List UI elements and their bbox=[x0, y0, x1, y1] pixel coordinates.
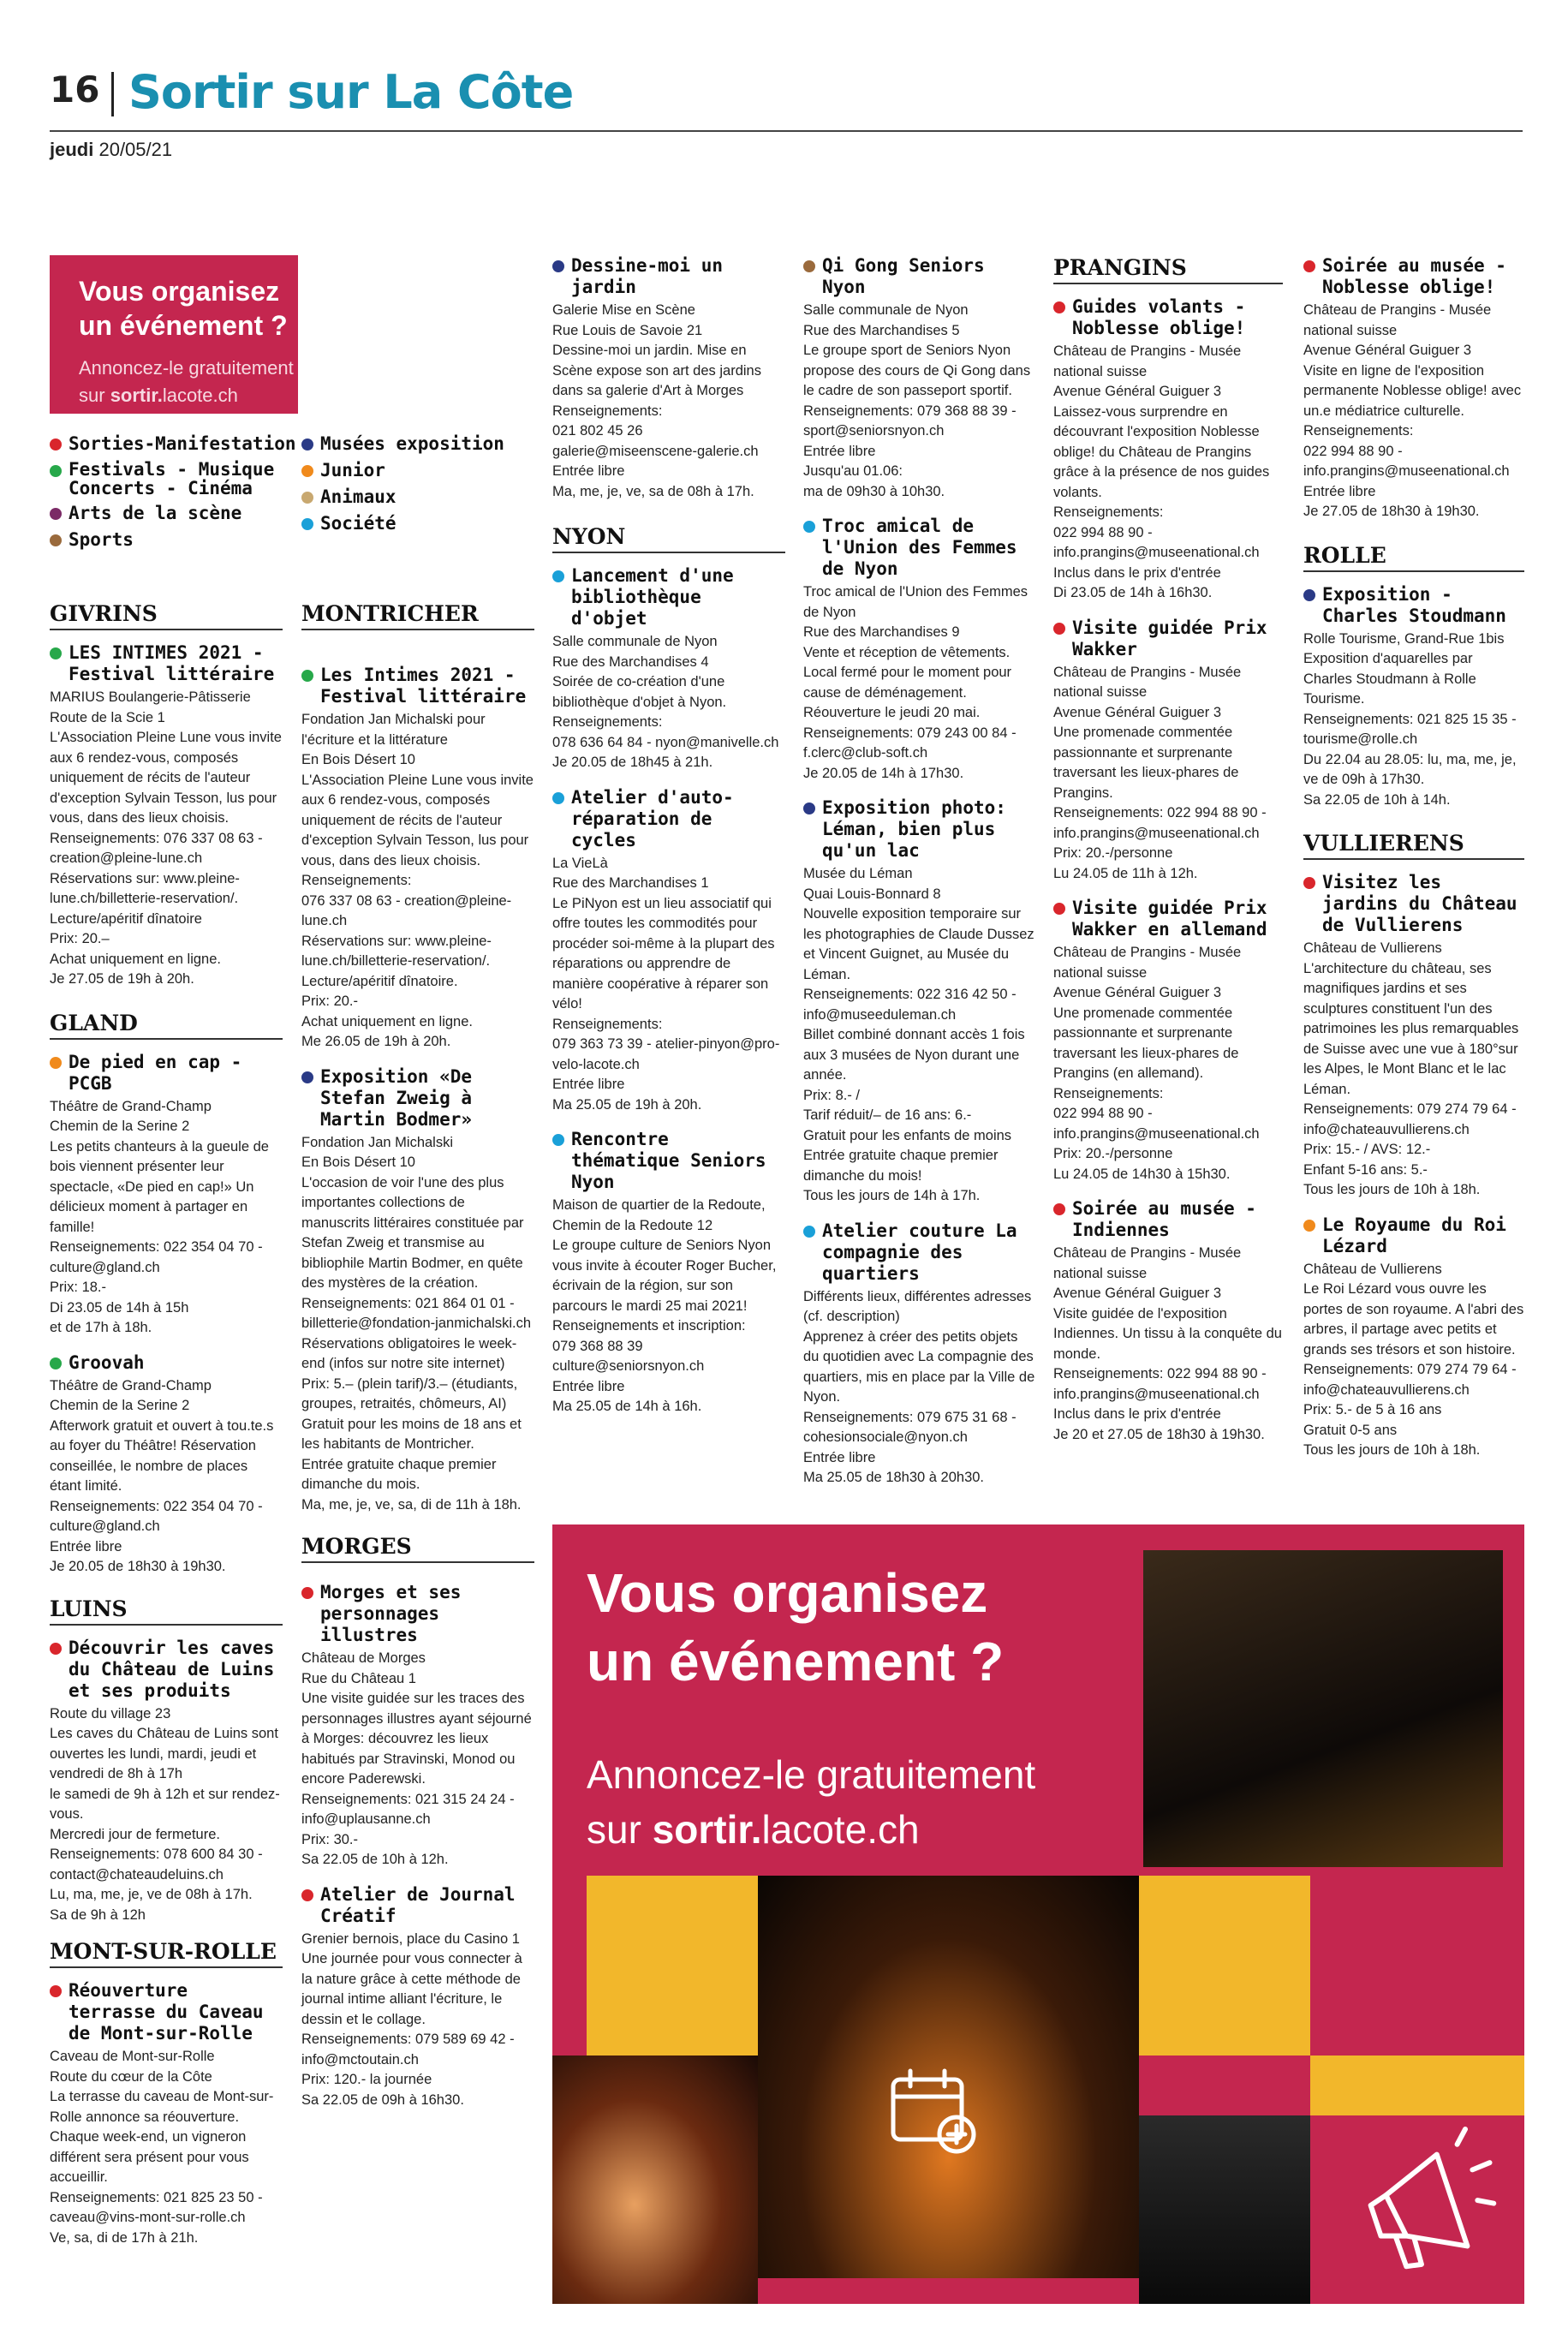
small-ad-line2: un événement ? bbox=[79, 310, 288, 341]
event-body: Château de Prangins - Musée national suisse Avenue Général Guiguer 3 Visite en ligne de l'exposition permanente Noblesse oblige! avec un.e médiatrice culturelle. Renseignements: 022 994 88 90 - info.prangins@museenational.ch Entrée libre Je 27.05 de 18h30 à 19h30. bbox=[1303, 302, 1522, 519]
event-title: Découvrir les caves du Château de Luins et ses produits bbox=[69, 1637, 275, 1701]
event bbox=[1303, 255, 1524, 522]
orange-dot-icon bbox=[301, 465, 313, 477]
event-title: De pied en cap - PCGB bbox=[69, 1051, 242, 1094]
event-body: Troc amical de l'Union des Femmes de Nyon Rue des Marchandises 9 Vente et réception de vêtements. Local fermé pour le moment pour cause de déménagement. Réouverture le jeudi 20 mai. Renseignements: 079 243 00 84 - f.clerc@club-soft.ch Je 20.05 de 14h à 17h30. bbox=[803, 584, 1028, 781]
event bbox=[552, 787, 785, 1116]
orchestra-photo bbox=[1139, 2115, 1310, 2304]
event bbox=[301, 1066, 534, 1516]
event-body: Route du village 23 Les caves du Château de Luins sont ouvertes les lundi, mardi, jeudi et vendredi de 8h à 17h le samedi de 9h à 12h et sur rendez-vous. Mercredi jour de fermeture. Renseignements: 078 600 84 30 - contact@chateaudeluins.ch Lu, ma, me, je, ve de 08h à 17h. Sa de 9h à 12h bbox=[50, 1705, 280, 1923]
orange-dot-icon bbox=[1303, 1220, 1315, 1232]
section-nyon: NYON bbox=[552, 524, 785, 553]
event-title: Soirée au musée - Indiennes bbox=[1072, 1198, 1256, 1240]
purple-dot-icon bbox=[50, 508, 62, 520]
red-dot-icon bbox=[1053, 1203, 1065, 1215]
event-body: Galerie Mise en Scène Rue Louis de Savoie 21 Dessine-moi un jardin. Mise en Scène expose son art des jardins dans sa galerie d'Art à Morges Renseignements: 021 802 45 26 galerie@miseenscene-galerie.ch Entrée libre Ma, me, je, ve, sa de 08h à 17h. bbox=[552, 302, 761, 499]
event-title: Rencontre thématique Seniors Nyon bbox=[571, 1129, 766, 1192]
column-5 bbox=[1053, 255, 1283, 1459]
red-dot-icon bbox=[1053, 903, 1065, 915]
small-ad-brand: sur sortir.lacote.ch bbox=[79, 385, 238, 406]
event-title: Lancement d'une bibliothèque d'objet bbox=[571, 565, 734, 629]
megaphone-icon bbox=[392, 264, 521, 401]
event-body: Château de Prangins - Musée national suisse Avenue Général Guiguer 3 Laissez-vous surprendre en découvrant l'exposition Noblesse oblige! du Château de Prangins grâce à la présence de nos guides volants. Renseignements: 022 994 88 90 - info.prangins@museenational.ch Inclus dans le prix d'entrée Di 23.05 de 14h à 16h30. bbox=[1053, 343, 1270, 600]
event bbox=[552, 565, 785, 773]
event-body: Fondation Jan Michalski pour l'écriture et la littérature En Bois Désert 10 L'Association Pleine Lune vous invite aux 6 rendez-vous, composés uniquement de récits de l'auteur d'exception Sylvain Tesson, lus pour vous, dans des lieux choisis. Renseignements: 076 337 08 63 - creation@pleine-lune.ch Réservations sur: www.pleine-lune.ch/billetterie-reservation/. Lecture/apéritif dînatoire. Prix: 20.- Achat uniquement en ligne. Me 26.05 de 19h à 20h. bbox=[301, 712, 534, 1049]
red-dot-icon bbox=[301, 1587, 313, 1599]
event-title: Dessine-moi un jardin bbox=[571, 255, 724, 297]
event-body: Théâtre de Grand-Champ Chemin de la Serine 2 Les petits chanteurs à la gueule de bois viennent présenter leur spectacle, «De pied en cap!» Un délicieux moment à partager en famille! Renseignements: 022 354 04 70 - culture@gland.ch Prix: 18.- Di 23.05 de 14h à 15h et de 17h à 18h. bbox=[50, 1098, 269, 1335]
red-dot-icon bbox=[1303, 877, 1315, 889]
event-title: Exposition - Charles Stoudmann bbox=[1322, 583, 1506, 626]
event-body: MARIUS Boulangerie-Pâtisserie Route de la Scie 1 L'Association Pleine Lune vous invite aux 6 rendez-vous, composés uniquement de récits de l'auteur d'exception Sylvain Tesson, lus pour vous, dans des lieux choisis. Renseignements: 076 337 08 63 - creation@pleine-lune.ch Réservations sur: www.pleine-lune.ch/billetterie-reservation/. Lecture/apéritif dînatoire Prix: 20.– Achat uniquement en ligne. Je 27.05 de 19h à 20h. bbox=[50, 689, 282, 987]
section-rolle: ROLLE bbox=[1303, 543, 1524, 572]
column-1 bbox=[50, 601, 283, 2262]
event-title: Qi Gong Seniors Nyon bbox=[822, 255, 985, 297]
event-title: Réouverture terrasse du Caveau de Mont-sur-Rolle bbox=[69, 1980, 264, 2044]
legend-item: Animaux bbox=[301, 486, 524, 508]
event-title: Exposition photo: Léman, bien plus qu'un lac bbox=[822, 797, 1006, 861]
event bbox=[803, 1220, 1036, 1489]
section-luins: LUINS bbox=[50, 1596, 283, 1626]
legend-item: Festivals - Musique Concerts - Cinéma bbox=[50, 460, 298, 498]
blue-dot-icon bbox=[552, 792, 564, 804]
event-title: Exposition «De Stefan Zweig à Martin Bodmer» bbox=[320, 1065, 473, 1130]
event-body: Château de Prangins - Musée national suisse Avenue Général Guiguer 3 Une promenade commentée passionnante et surprenante traversant les lieux-phares de Prangins (en allemand). Renseignements: 022 994 88 90 - info.prangins@museenational.ch Prix: 20.-/personne Lu 24.05 de 14h30 à 15h30. bbox=[1053, 945, 1260, 1182]
event-body: Salle communale de Nyon Rue des Marchandises 5 Le groupe sport de Seniors Nyon propose des cours de Qi Gong dans le cadre de son passeport sportif. Renseignements: 079 368 88 39 - sport@seniorsnyon.ch Entrée libre Jusqu'au 01.06: ma de 09h30 à 10h30. bbox=[803, 302, 1031, 499]
event-title: Visitez les jardins du Château de Vullierens bbox=[1322, 872, 1517, 935]
red-dot-icon bbox=[50, 1643, 62, 1655]
small-ad-line1: Vous organisez bbox=[79, 276, 280, 307]
section-vullierens: VULLIERENS bbox=[1303, 831, 1524, 860]
calendar-plus-icon bbox=[886, 2064, 981, 2158]
event-body: Fondation Jan Michalski En Bois Désert 10 L'occasion de voir l'une des plus importantes collections de manuscrits littéraires constituée par Stefan Zweig et transmise au bibliophile Martin Bodmer, en quête des mystères de la création. Renseignements: 021 864 01 01 - billetterie@fondation-janmichalski.ch Réservations obligatoires le week-end (infos sur notre site internet) Prix: 5.– (plein tarif)/3.– (étudiants, groupes, retraités, chômeurs, AI) Gratuit pour les moins de 18 ans et les habitants de Montricher. Entrée gratuite chaque premier dimanche du mois. Ma, me, je, ve, sa, di de 11h à 18h. bbox=[301, 1134, 532, 1513]
event bbox=[50, 1980, 283, 2248]
yellow-block bbox=[587, 1876, 758, 2056]
event-body: Différents lieux, différentes adresses (cf. description) Apprenez à créer des petits objets du quotidien avec La compagnie des quartiers, mis en place par la Ville de Nyon. Renseignements: 079 675 31 68 - cohesionsociale@nyon.ch Entrée libre Ma 25.05 de 18h30 à 20h30. bbox=[803, 1288, 1035, 1485]
stage-photo bbox=[552, 2056, 758, 2304]
event-body: Château de Vullierens Le Roi Lézard vous ouvre les portes de son royaume. A l'abri des arbres, il partage avec petits et grands ses trésors et son histoire. Renseignements: 079 274 79 64 - info@chateauvullierens.ch Prix: 5.- de 5 à 16 ans Gratuit 0-5 ans Tous les jours de 10h à 18h. bbox=[1303, 1261, 1524, 1458]
event bbox=[50, 642, 283, 990]
event bbox=[1303, 872, 1524, 1201]
yellow-block bbox=[1139, 1876, 1310, 2056]
legend-right bbox=[301, 433, 524, 540]
event-title: Les Intimes 2021 - Festival littéraire bbox=[320, 665, 527, 707]
event-title: Le Royaume du Roi Lézard bbox=[1322, 1214, 1506, 1256]
navy-dot-icon bbox=[301, 1071, 313, 1083]
legend-item: Junior bbox=[301, 460, 524, 481]
navy-dot-icon bbox=[1303, 589, 1315, 601]
event-body: Château de Prangins - Musée national suisse Avenue Général Guiguer 3 Visite guidée de l'exposition Indiennes. Un tissu à la conquête du monde. Renseignements: 022 994 88 90 - info.prangins@museenational.ch Inclus dans le prix d'entrée Je 20 et 27.05 de 18h30 à 19h30. bbox=[1053, 1245, 1282, 1442]
event-title: Visite guidée Prix Wakker en allemand bbox=[1072, 898, 1267, 940]
big-ad-subline: Annoncez-le gratuitement sur sortir.lacote.ch bbox=[587, 1752, 1036, 1852]
column-6 bbox=[1303, 255, 1524, 1475]
blue-dot-icon bbox=[301, 518, 313, 530]
event-title: Troc amical de l'Union des Femmes de Nyon bbox=[822, 516, 1017, 579]
event bbox=[803, 255, 1036, 502]
event-title: Morges et ses personnages illustres bbox=[320, 1582, 462, 1645]
legend-item: Société bbox=[301, 513, 524, 534]
event bbox=[1053, 898, 1283, 1184]
legend-item: Musées exposition bbox=[301, 433, 524, 455]
megaphone-icon bbox=[1340, 2124, 1503, 2287]
event bbox=[552, 255, 785, 502]
section-morges: MORGES bbox=[301, 1534, 534, 1563]
navy-dot-icon bbox=[301, 439, 313, 450]
legend-item: Sorties-Manifestation bbox=[50, 433, 298, 455]
event-body: Château de Vullierens L'architecture du château, ses magnifiques jardins et ses sculptures constituent l'un des patrimoines les plus remarquables de Suisse avec une vue à 180°sur les Alpes, le Mont Blanc et le lac Léman. Renseignements: 079 274 79 64 - info@chateauvullierens.ch Prix: 15.- / AVS: 12.- Enfant 5-16 ans: 5.- Tous les jours de 10h à 18h. bbox=[1303, 940, 1519, 1197]
red-dot-icon bbox=[1053, 623, 1065, 635]
event-body: Grenier bernois, place du Casino 1 Une journée pour vous connecter à la nature grâce à cette méthode de journal intime alliant l'écriture, le dessin et le collage. Renseignements: 079 589 69 42 - info@mctoutain.ch Prix: 120.- la journée Sa 22.05 de 09h à 16h30. bbox=[301, 1930, 522, 2108]
tan-dot-icon bbox=[301, 492, 313, 504]
date-day: jeudi bbox=[50, 139, 94, 160]
legend-left bbox=[50, 433, 298, 556]
event-body: Musée du Léman Quai Louis-Bonnard 8 Nouvelle exposition temporaire sur les photographies de Claude Dussez et Vincent Guignet, au Musée du Léman. Renseignements: 022 316 42 50 - info@museeduleman.ch Billet combiné donnant accès 1 fois aux 3 musées de Nyon durant une année. Prix: 8.- / Tarif réduit/– de 16 ans: 6.- Gratuit pour les enfants de moins Entrée gratuite chaque premier dimanche du mois! Tous les jours de 14h à 17h. bbox=[803, 866, 1034, 1203]
event bbox=[552, 1129, 785, 1417]
blue-dot-icon bbox=[552, 570, 564, 582]
page-date bbox=[50, 139, 172, 161]
navy-dot-icon bbox=[803, 803, 815, 814]
section-montricher: MONTRICHER bbox=[301, 601, 534, 630]
event-title: Guides volants - Noblesse oblige! bbox=[1072, 296, 1246, 338]
event-title: Groovah bbox=[69, 1351, 145, 1373]
column-3 bbox=[552, 255, 785, 1431]
red-dot-icon bbox=[1303, 260, 1315, 272]
red-dot-icon bbox=[1053, 301, 1065, 313]
event-body: Salle communale de Nyon Rue des Marchandises 4 Soirée de co-création d'une bibliothèque d'objet à Nyon. Renseignements: 078 636 64 84 - nyon@manivelle.ch Je 20.05 de 18h45 à 21h. bbox=[552, 634, 779, 770]
event bbox=[803, 516, 1036, 784]
event bbox=[50, 1638, 283, 1926]
green-dot-icon bbox=[50, 465, 62, 477]
column-2 bbox=[301, 601, 534, 2124]
event-title: Atelier de Journal Créatif bbox=[320, 1883, 516, 1926]
event bbox=[1303, 1214, 1524, 1461]
event-title: LES INTIMES 2021 - Festival littéraire bbox=[69, 642, 275, 684]
event bbox=[1053, 296, 1283, 604]
event-body: Rolle Tourisme, Grand-Rue 1bis Exposition d'aquarelles par Charles Stoudmann à Rolle Tourisme. Renseignements: 021 825 15 35 - tourisme@rolle.ch Du 22.04 au 28.05: lu, ma, me, je, ve de 09h à 17h30. Sa 22.05 de 10h à 14h. bbox=[1303, 630, 1517, 808]
small-ad-banner[interactable] bbox=[50, 255, 298, 414]
event bbox=[1053, 618, 1283, 885]
big-ad-banner[interactable] bbox=[552, 1524, 1524, 2304]
column-4 bbox=[803, 255, 1036, 1502]
date-value: 20/05/21 bbox=[98, 139, 173, 160]
section-title: Sortir sur La Côte bbox=[128, 65, 574, 119]
yellow-block bbox=[1310, 2056, 1524, 2115]
page-number: 16 bbox=[50, 69, 100, 110]
navy-dot-icon bbox=[552, 260, 564, 272]
event-title: Soirée au musée - Noblesse oblige! bbox=[1322, 255, 1506, 297]
legend-item: Arts de la scène bbox=[50, 503, 298, 524]
brown-dot-icon bbox=[803, 260, 815, 272]
event bbox=[301, 1582, 534, 1871]
orange-dot-icon bbox=[50, 1057, 62, 1069]
event-body: La VieLà Rue des Marchandises 1 Le PiNyon est un lieu associatif qui offre toutes les commodités pour procéder soi-même à la plupart des réparations ou apprendre de manière coopérative à réparer son vélo! Renseignements: 079 363 73 39 - atelier-pinyon@pro-velo-lacote.ch Entrée libre Ma 25.05 de 19h à 20h. bbox=[552, 855, 780, 1113]
blue-dot-icon bbox=[552, 1134, 564, 1146]
event bbox=[50, 1052, 283, 1339]
event bbox=[1303, 584, 1524, 811]
brown-dot-icon bbox=[50, 534, 62, 546]
event-body: Château de Prangins - Musée national suisse Avenue Général Guiguer 3 Une promenade commentée passionnante et surprenante traversant les lieux-phares de Prangins. Renseignements: 022 994 88 90 - info.prangins@museenational.ch Prix: 20.-/personne Lu 24.05 de 11h à 12h. bbox=[1053, 664, 1267, 881]
green-dot-icon bbox=[50, 1357, 62, 1369]
event-body: Caveau de Mont-sur-Rolle Route du cœur de la Côte La terrasse du caveau de Mont-sur-Rolle annonce sa réouverture. Chaque week-end, un vigneron différent sera présent pour vous accueillir. Renseignements: 021 825 23 50 - caveau@vins-mont-sur-rolle.ch Ve, sa, di de 17h à 21h. bbox=[50, 2049, 274, 2246]
small-ad-line3: Annoncez-le gratuitement bbox=[79, 357, 294, 379]
event bbox=[50, 1352, 283, 1578]
section-gland: GLAND bbox=[50, 1011, 283, 1040]
red-dot-icon bbox=[50, 1985, 62, 1997]
section-givrins: GIVRINS bbox=[50, 601, 283, 630]
red-dot-icon bbox=[301, 1889, 313, 1901]
event-body: Maison de quartier de la Redoute, Chemin de la Redoute 12 Le groupe culture de Seniors Nyon vous invite à écouter Roger Bucher, écrivain de la région, sur son parcours le mardi 25 mai 2021! Renseignements et inscription: 079 368 88 39 culture@seniorsnyon.ch Entrée libre Ma 25.05 de 14h à 16h. bbox=[552, 1197, 777, 1414]
event bbox=[301, 665, 534, 1053]
header-rule bbox=[50, 130, 1523, 132]
green-dot-icon bbox=[50, 647, 62, 659]
blue-dot-icon bbox=[803, 521, 815, 533]
event bbox=[301, 1884, 534, 2111]
red-dot-icon bbox=[50, 439, 62, 450]
section-mont-sur-rolle: MONT-SUR-ROLLE bbox=[50, 1939, 283, 1968]
event-title: Atelier couture La compagnie des quartiers bbox=[822, 1220, 1017, 1284]
blue-dot-icon bbox=[803, 1226, 815, 1238]
event-title: Atelier d'auto-réparation de cycles bbox=[571, 786, 734, 850]
big-ad-headline: Vous organisez un événement ? bbox=[587, 1562, 1005, 1692]
event bbox=[1053, 1198, 1283, 1445]
event-title: Visite guidée Prix Wakker bbox=[1072, 617, 1267, 659]
header-separator bbox=[111, 72, 114, 116]
legend-item: Sports bbox=[50, 529, 298, 551]
event bbox=[803, 797, 1036, 1207]
event-body: Théâtre de Grand-Champ Chemin de la Serine 2 Afterwork gratuit et ouvert à tou.te.s au foyer du Théâtre! Réservation conseillée, le nombre de places étant limité. Renseignements: 022 354 04 70 - culture@gland.ch Entrée libre Je 20.05 de 18h30 à 19h30. bbox=[50, 1377, 274, 1574]
section-prangins: PRANGINS bbox=[1053, 255, 1283, 284]
event-body: Château de Morges Rue du Château 1 Une visite guidée sur les traces des personnages illustres ayant séjourné à Morges: découvrez les lieux habitués par Stravinski, Monod ou encore Paderewski. Renseignements: 021 315 24 24 - info@uplausanne.ch Prix: 30.- Sa 22.05 de 10h à 12h. bbox=[301, 1650, 532, 1867]
green-dot-icon bbox=[301, 670, 313, 682]
festival-photo bbox=[1143, 1550, 1503, 1867]
